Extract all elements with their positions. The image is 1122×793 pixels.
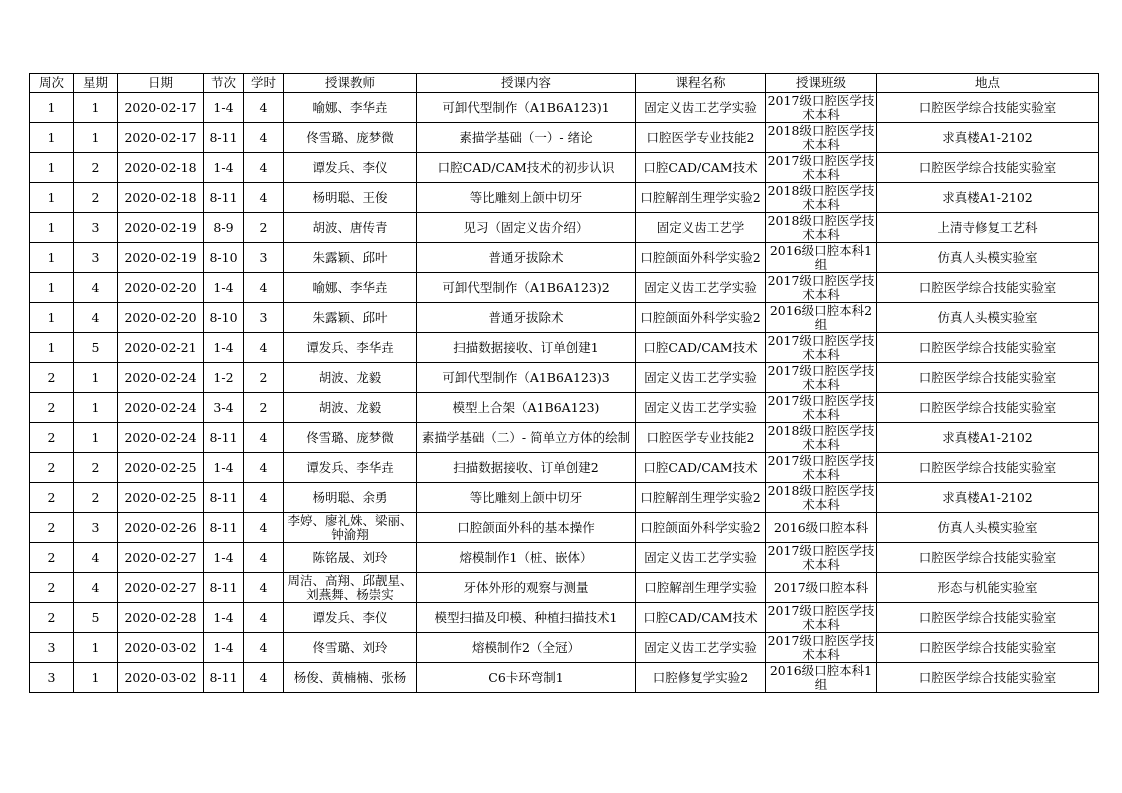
cell-location: 仿真人头模实验室: [877, 303, 1099, 333]
cell-class: 2017级口腔医学技术本科: [766, 633, 877, 663]
cell-hours: 2: [244, 363, 284, 393]
cell-hours: 4: [244, 483, 284, 513]
cell-location: 口腔医学综合技能实验室: [877, 393, 1099, 423]
cell-teacher: 佟雪璐、庞梦微: [284, 423, 417, 453]
cell-hours: 3: [244, 303, 284, 333]
cell-weekday: 4: [74, 273, 118, 303]
cell-week: 2: [30, 603, 74, 633]
cell-weekday: 1: [74, 663, 118, 693]
cell-content: 口腔CAD/CAM技术的初步认识: [417, 153, 636, 183]
cell-date: 2020-02-24: [118, 423, 204, 453]
cell-date: 2020-02-19: [118, 243, 204, 273]
cell-weekday: 1: [74, 393, 118, 423]
cell-class: 2017级口腔医学技术本科: [766, 543, 877, 573]
cell-location: 口腔医学综合技能实验室: [877, 603, 1099, 633]
cell-period: 1-4: [204, 93, 244, 123]
cell-teacher: 佟雪璐、刘玲: [284, 633, 417, 663]
table-row: [30, 333, 1099, 363]
cell-weekday: 3: [74, 243, 118, 273]
cell-date: 2020-02-27: [118, 543, 204, 573]
cell-weekday: 2: [74, 483, 118, 513]
cell-teacher: 杨明聪、余勇: [284, 483, 417, 513]
cell-week: 3: [30, 633, 74, 663]
cell-weekday: 1: [74, 123, 118, 153]
cell-content: 等比雕刻上颌中切牙: [417, 183, 636, 213]
cell-class: 2017级口腔医学技术本科: [766, 453, 877, 483]
cell-content: 普通牙拔除术: [417, 303, 636, 333]
cell-period: 8-11: [204, 573, 244, 603]
cell-teacher: 朱露颖、邱叶: [284, 243, 417, 273]
cell-weekday: 2: [74, 453, 118, 483]
cell-hours: 4: [244, 603, 284, 633]
cell-content: 素描学基础（一）- 绪论: [417, 123, 636, 153]
cell-content: C6卡环弯制1: [417, 663, 636, 693]
cell-hours: 4: [244, 123, 284, 153]
cell-class: 2017级口腔医学技术本科: [766, 363, 877, 393]
table-row: [30, 483, 1099, 513]
header-row: [30, 74, 1099, 93]
cell-date: 2020-02-21: [118, 333, 204, 363]
cell-location: 求真楼A1-2102: [877, 483, 1099, 513]
cell-teacher: 谭发兵、李华垚: [284, 333, 417, 363]
cell-hours: 4: [244, 423, 284, 453]
table-row: [30, 543, 1099, 573]
cell-course: 口腔颌面外科学实验2: [636, 513, 766, 543]
cell-content: 见习（固定义齿介绍）: [417, 213, 636, 243]
cell-date: 2020-02-19: [118, 213, 204, 243]
cell-location: 口腔医学综合技能实验室: [877, 633, 1099, 663]
cell-hours: 4: [244, 543, 284, 573]
cell-class: 2017级口腔医学技术本科: [766, 333, 877, 363]
cell-teacher: 喻娜、李华垚: [284, 273, 417, 303]
cell-weekday: 4: [74, 543, 118, 573]
cell-weekday: 2: [74, 153, 118, 183]
cell-week: 2: [30, 393, 74, 423]
cell-location: 口腔医学综合技能实验室: [877, 93, 1099, 123]
cell-hours: 2: [244, 213, 284, 243]
cell-weekday: 3: [74, 213, 118, 243]
cell-date: 2020-02-20: [118, 273, 204, 303]
cell-date: 2020-02-27: [118, 573, 204, 603]
cell-course: 口腔颌面外科学实验2: [636, 303, 766, 333]
cell-teacher: 胡波、龙毅: [284, 363, 417, 393]
cell-course: 口腔解剖生理学实验: [636, 573, 766, 603]
cell-week: 1: [30, 183, 74, 213]
cell-content: 模型扫描及印模、种植扫描技术1: [417, 603, 636, 633]
cell-period: 8-11: [204, 183, 244, 213]
cell-class: 2016级口腔本科1组: [766, 243, 877, 273]
cell-period: 1-4: [204, 543, 244, 573]
cell-hours: 4: [244, 273, 284, 303]
cell-class: 2016级口腔本科1组: [766, 663, 877, 693]
table-row: [30, 153, 1099, 183]
cell-teacher: 谭发兵、李华垚: [284, 453, 417, 483]
cell-teacher: 李婷、廖礼姝、梁丽、钟渝翔: [284, 513, 417, 543]
cell-location: 口腔医学综合技能实验室: [877, 333, 1099, 363]
cell-weekday: 5: [74, 603, 118, 633]
cell-teacher: 胡波、唐传青: [284, 213, 417, 243]
cell-course: 固定义齿工艺学: [636, 213, 766, 243]
cell-course: 口腔解剖生理学实验2: [636, 483, 766, 513]
table-row: [30, 363, 1099, 393]
cell-course: 口腔CAD/CAM技术: [636, 453, 766, 483]
cell-week: 2: [30, 453, 74, 483]
table-row: [30, 663, 1099, 693]
cell-content: 口腔颌面外科的基本操作: [417, 513, 636, 543]
cell-period: 1-4: [204, 453, 244, 483]
cell-date: 2020-02-18: [118, 183, 204, 213]
cell-week: 2: [30, 483, 74, 513]
cell-location: 口腔医学综合技能实验室: [877, 453, 1099, 483]
cell-class: 2018级口腔医学技术本科: [766, 423, 877, 453]
cell-period: 8-10: [204, 303, 244, 333]
table-row: [30, 393, 1099, 423]
cell-weekday: 1: [74, 93, 118, 123]
cell-content: 等比雕刻上颌中切牙: [417, 483, 636, 513]
cell-weekday: 5: [74, 333, 118, 363]
cell-hours: 4: [244, 93, 284, 123]
header-class: 授课班级: [766, 74, 877, 93]
cell-period: 8-11: [204, 663, 244, 693]
cell-period: 8-11: [204, 423, 244, 453]
cell-date: 2020-03-02: [118, 633, 204, 663]
cell-hours: 4: [244, 513, 284, 543]
cell-hours: 2: [244, 393, 284, 423]
cell-hours: 4: [244, 333, 284, 363]
cell-content: 扫描数据接收、订单创建1: [417, 333, 636, 363]
header-location: 地点: [877, 74, 1099, 93]
header-course: 课程名称: [636, 74, 766, 93]
cell-location: 仿真人头模实验室: [877, 243, 1099, 273]
cell-class: 2017级口腔医学技术本科: [766, 273, 877, 303]
table-row: [30, 243, 1099, 273]
cell-weekday: 4: [74, 303, 118, 333]
cell-course: 口腔CAD/CAM技术: [636, 153, 766, 183]
cell-weekday: 1: [74, 633, 118, 663]
cell-content: 普通牙拔除术: [417, 243, 636, 273]
cell-teacher: 杨俊、黄楠楠、张杨: [284, 663, 417, 693]
cell-week: 1: [30, 153, 74, 183]
cell-location: 口腔医学综合技能实验室: [877, 543, 1099, 573]
cell-hours: 4: [244, 183, 284, 213]
cell-date: 2020-02-17: [118, 123, 204, 153]
cell-week: 2: [30, 573, 74, 603]
cell-week: 3: [30, 663, 74, 693]
cell-class: 2017级口腔医学技术本科: [766, 153, 877, 183]
cell-teacher: 谭发兵、李仪: [284, 603, 417, 633]
cell-date: 2020-02-18: [118, 153, 204, 183]
cell-week: 1: [30, 243, 74, 273]
cell-course: 固定义齿工艺学实验: [636, 363, 766, 393]
cell-week: 2: [30, 513, 74, 543]
cell-hours: 4: [244, 633, 284, 663]
cell-class: 2017级口腔医学技术本科: [766, 393, 877, 423]
cell-class: 2018级口腔医学技术本科: [766, 123, 877, 153]
schedule-body: [30, 93, 1099, 693]
cell-teacher: 陈铭晟、刘玲: [284, 543, 417, 573]
cell-week: 1: [30, 273, 74, 303]
cell-course: 固定义齿工艺学实验: [636, 633, 766, 663]
cell-class: 2017级口腔医学技术本科: [766, 93, 877, 123]
cell-course: 口腔修复学实验2: [636, 663, 766, 693]
cell-period: 3-4: [204, 393, 244, 423]
cell-location: 形态与机能实验室: [877, 573, 1099, 603]
table-row: [30, 213, 1099, 243]
table-row: [30, 93, 1099, 123]
cell-week: 2: [30, 423, 74, 453]
header-weekday: 星期: [74, 74, 118, 93]
cell-teacher: 佟雪璐、庞梦微: [284, 123, 417, 153]
cell-period: 8-9: [204, 213, 244, 243]
cell-course: 口腔医学专业技能2: [636, 123, 766, 153]
cell-week: 2: [30, 543, 74, 573]
header-week: 周次: [30, 74, 74, 93]
cell-class: 2018级口腔医学技术本科: [766, 483, 877, 513]
cell-date: 2020-02-17: [118, 93, 204, 123]
cell-content: 可卸代型制作（A1B6A123)2: [417, 273, 636, 303]
cell-period: 8-11: [204, 513, 244, 543]
cell-hours: 4: [244, 153, 284, 183]
cell-hours: 3: [244, 243, 284, 273]
table-row: [30, 573, 1099, 603]
cell-period: 1-4: [204, 273, 244, 303]
cell-content: 熔模制作1（桩、嵌体）: [417, 543, 636, 573]
cell-teacher: 朱露颖、邱叶: [284, 303, 417, 333]
cell-week: 2: [30, 363, 74, 393]
cell-teacher: 杨明聪、王俊: [284, 183, 417, 213]
cell-teacher: 谭发兵、李仪: [284, 153, 417, 183]
cell-week: 1: [30, 213, 74, 243]
cell-content: 可卸代型制作（A1B6A123)1: [417, 93, 636, 123]
table-row: [30, 423, 1099, 453]
cell-content: 扫描数据接收、订单创建2: [417, 453, 636, 483]
cell-course: 口腔医学专业技能2: [636, 423, 766, 453]
cell-date: 2020-02-24: [118, 393, 204, 423]
cell-week: 1: [30, 123, 74, 153]
table-row: [30, 273, 1099, 303]
cell-hours: 4: [244, 573, 284, 603]
cell-location: 求真楼A1-2102: [877, 123, 1099, 153]
header-content: 授课内容: [417, 74, 636, 93]
cell-teacher: 胡波、龙毅: [284, 393, 417, 423]
cell-period: 1-4: [204, 603, 244, 633]
table-row: [30, 183, 1099, 213]
cell-weekday: 4: [74, 573, 118, 603]
cell-course: 口腔CAD/CAM技术: [636, 603, 766, 633]
cell-class: 2018级口腔医学技术本科: [766, 213, 877, 243]
cell-weekday: 2: [74, 183, 118, 213]
cell-course: 口腔颌面外科学实验2: [636, 243, 766, 273]
cell-date: 2020-02-25: [118, 453, 204, 483]
cell-class: 2017级口腔本科: [766, 573, 877, 603]
cell-date: 2020-03-02: [118, 663, 204, 693]
cell-date: 2020-02-28: [118, 603, 204, 633]
cell-period: 1-2: [204, 363, 244, 393]
cell-location: 口腔医学综合技能实验室: [877, 273, 1099, 303]
cell-location: 仿真人头模实验室: [877, 513, 1099, 543]
header-teacher: 授课教师: [284, 74, 417, 93]
header-date: 日期: [118, 74, 204, 93]
cell-class: 2016级口腔本科2组: [766, 303, 877, 333]
cell-weekday: 1: [74, 423, 118, 453]
cell-location: 口腔医学综合技能实验室: [877, 363, 1099, 393]
header-period: 节次: [204, 74, 244, 93]
table-row: [30, 513, 1099, 543]
cell-content: 牙体外形的观察与测量: [417, 573, 636, 603]
cell-weekday: 3: [74, 513, 118, 543]
cell-class: 2018级口腔医学技术本科: [766, 183, 877, 213]
cell-class: 2016级口腔本科: [766, 513, 877, 543]
cell-date: 2020-02-26: [118, 513, 204, 543]
cell-period: 1-4: [204, 633, 244, 663]
cell-course: 固定义齿工艺学实验: [636, 393, 766, 423]
header-hours: 学时: [244, 74, 284, 93]
cell-content: 熔模制作2（全冠）: [417, 633, 636, 663]
table-row: [30, 453, 1099, 483]
table-row: [30, 633, 1099, 663]
cell-date: 2020-02-20: [118, 303, 204, 333]
cell-hours: 4: [244, 453, 284, 483]
cell-teacher: 喻娜、李华垚: [284, 93, 417, 123]
cell-location: 求真楼A1-2102: [877, 183, 1099, 213]
cell-course: 固定义齿工艺学实验: [636, 273, 766, 303]
cell-class: 2017级口腔医学技术本科: [766, 603, 877, 633]
cell-location: 口腔医学综合技能实验室: [877, 153, 1099, 183]
cell-teacher: 周洁、高翔、邱靓星、刘燕舞、杨崇实: [284, 573, 417, 603]
cell-course: 口腔解剖生理学实验2: [636, 183, 766, 213]
cell-week: 1: [30, 333, 74, 363]
cell-location: 上清寺修复工艺科: [877, 213, 1099, 243]
schedule-table: [29, 73, 1099, 693]
cell-date: 2020-02-25: [118, 483, 204, 513]
table-row: [30, 603, 1099, 633]
cell-course: 固定义齿工艺学实验: [636, 543, 766, 573]
cell-course: 固定义齿工艺学实验: [636, 93, 766, 123]
cell-hours: 4: [244, 663, 284, 693]
cell-period: 8-10: [204, 243, 244, 273]
cell-weekday: 1: [74, 363, 118, 393]
cell-content: 模型上合架（A1B6A123): [417, 393, 636, 423]
cell-week: 1: [30, 93, 74, 123]
cell-period: 8-11: [204, 483, 244, 513]
cell-period: 1-4: [204, 333, 244, 363]
cell-content: 可卸代型制作（A1B6A123)3: [417, 363, 636, 393]
cell-location: 口腔医学综合技能实验室: [877, 663, 1099, 693]
table-row: [30, 123, 1099, 153]
table-row: [30, 303, 1099, 333]
cell-content: 素描学基础（二）- 简单立方体的绘制: [417, 423, 636, 453]
cell-week: 1: [30, 303, 74, 333]
cell-location: 求真楼A1-2102: [877, 423, 1099, 453]
cell-date: 2020-02-24: [118, 363, 204, 393]
cell-period: 8-11: [204, 123, 244, 153]
cell-course: 口腔CAD/CAM技术: [636, 333, 766, 363]
cell-period: 1-4: [204, 153, 244, 183]
